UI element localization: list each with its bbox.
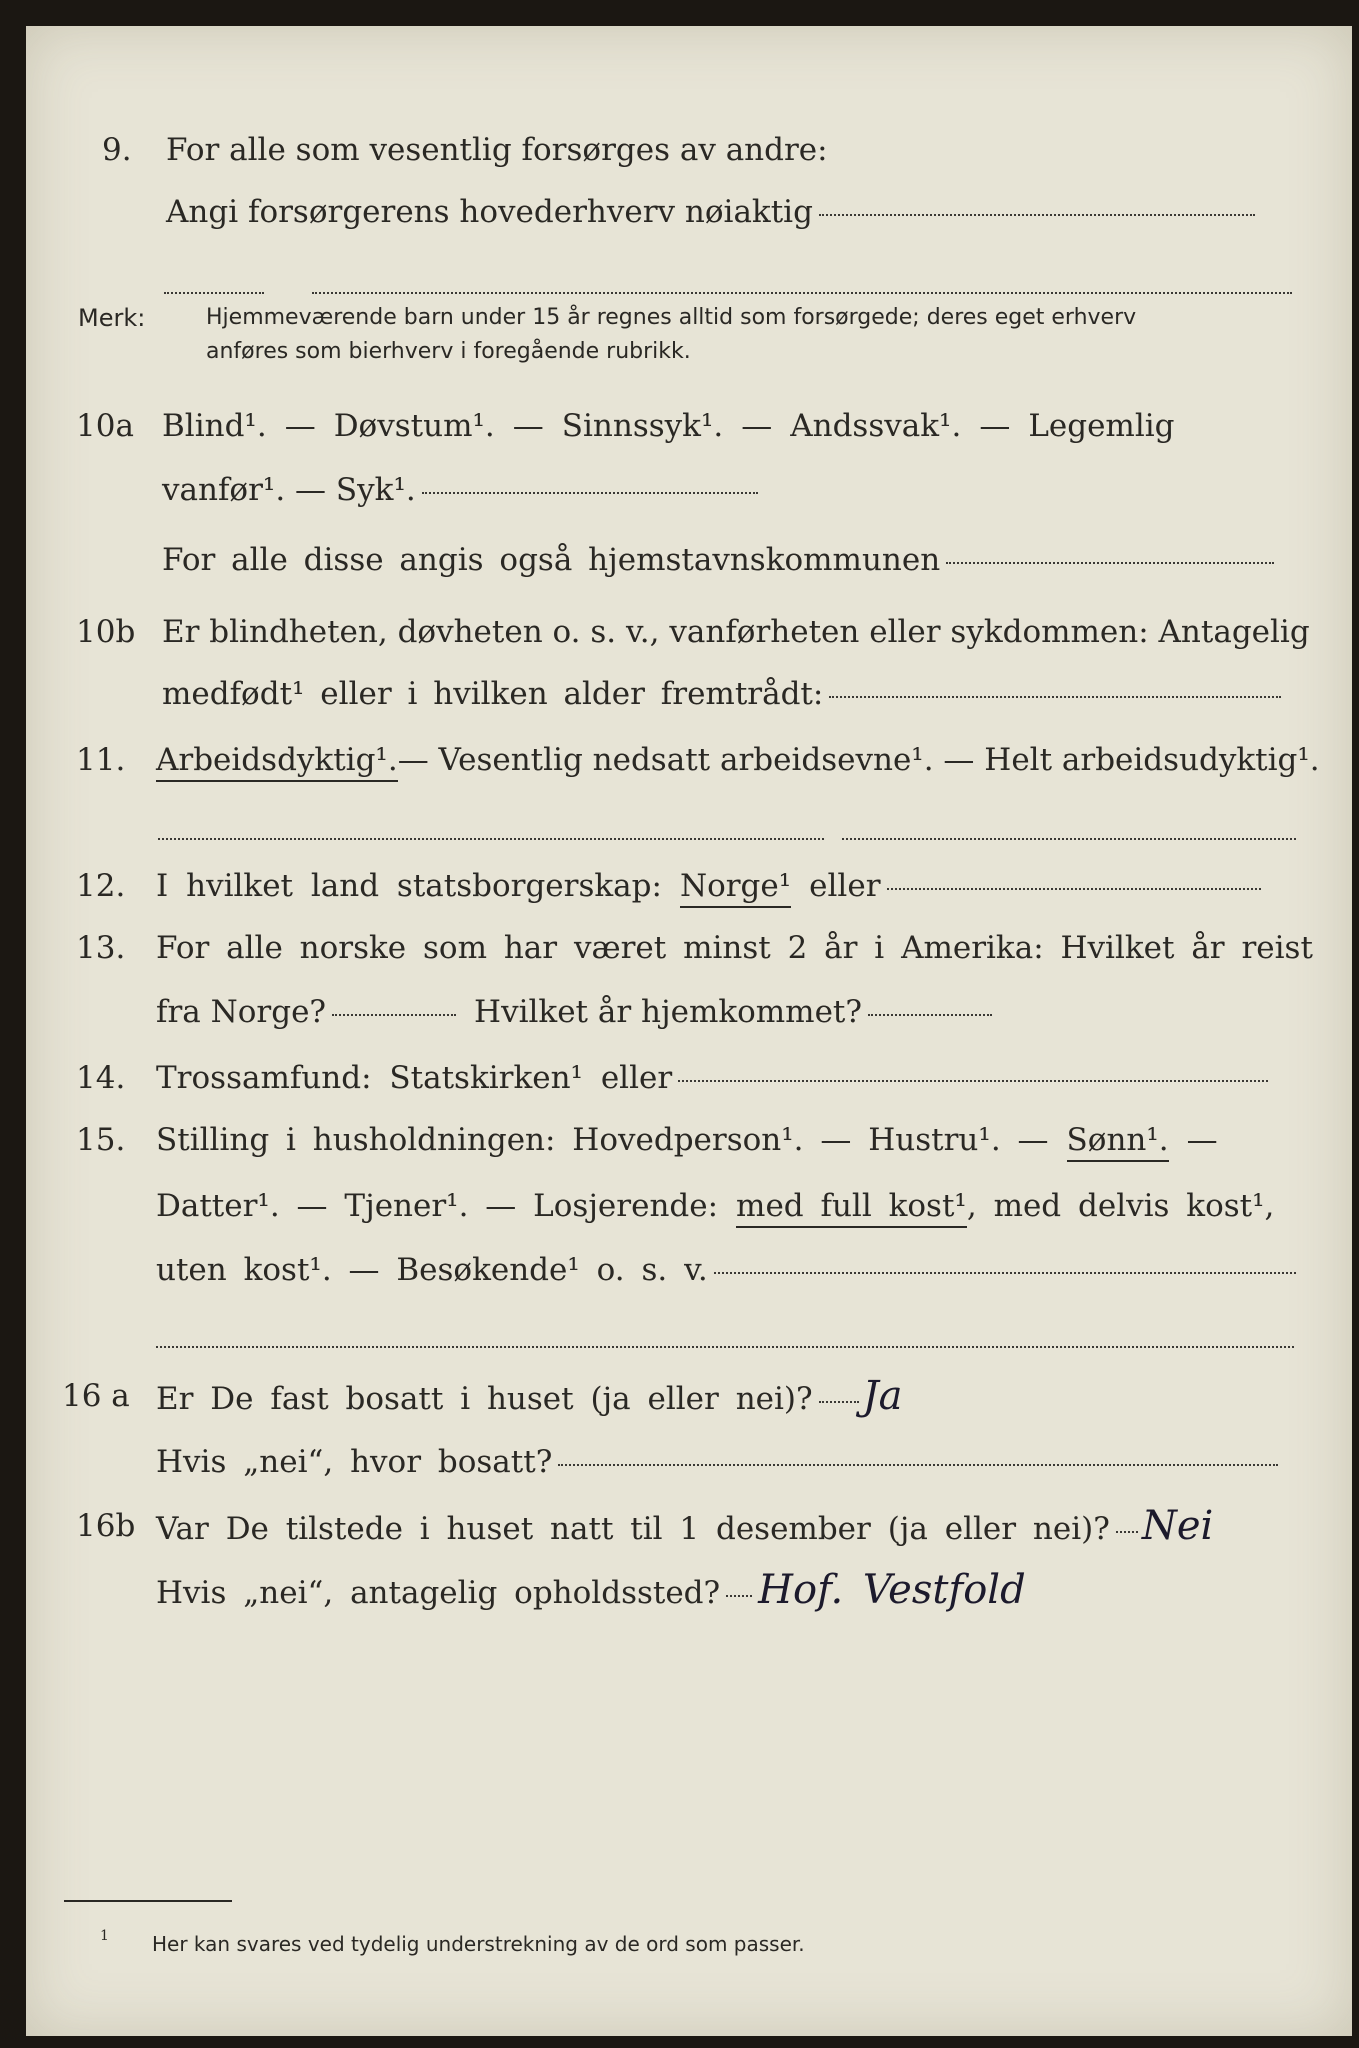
q15-number: 15. [76, 1122, 126, 1158]
q12-line [156, 866, 1261, 908]
q9-answer-field[interactable] [819, 213, 1255, 216]
q16a-question: Er De fast bosatt i huset (ja eller nei)? [156, 1381, 813, 1417]
q15-line2-text: Datter¹. — Tjener¹. — Losjerende: [156, 1188, 719, 1224]
q15-line1 [156, 1120, 1218, 1162]
q16a-followup-field[interactable] [558, 1463, 1278, 1466]
q16b-followup: Hvis „nei“, antagelig opholdssted? [156, 1575, 721, 1611]
q16b-handwritten-answer: Nei [1141, 1503, 1214, 1549]
q15-dash: — [1186, 1122, 1218, 1158]
q16a-handwritten-answer: Ja [862, 1373, 903, 1419]
q11-arbeidsdyktig-option[interactable]: Arbeidsdyktig¹. [156, 740, 398, 782]
q10a-line2 [162, 470, 758, 510]
q13-line2 [156, 992, 992, 1032]
q10a-legemlig: Legemlig [1028, 408, 1175, 444]
q16a-line2 [156, 1442, 1278, 1482]
q11-number: 11. [76, 742, 126, 778]
q9-number: 9. [102, 132, 132, 168]
q10a-answer-field[interactable] [422, 491, 758, 494]
q9-line2 [166, 192, 1255, 232]
q12-text: I hvilket land statsborgerskap: [156, 868, 662, 904]
q13-number: 13. [76, 930, 126, 966]
q16b-line2 [156, 1567, 1026, 1613]
q10b-line1: Er blindheten, døvheten o. s. v., vanførheten eller sykdommen: Antagelig [162, 614, 1310, 650]
q15-line3 [156, 1250, 1296, 1290]
q9-extra-rule-long [312, 292, 1292, 294]
q13-hjemkommet-label: Hvilket år hjemkommet? [474, 994, 863, 1030]
q16b-number: 16b [76, 1508, 136, 1544]
q14-text: Trossamfund: Statskirken¹ eller [156, 1060, 673, 1096]
q13-reist-label: fra Norge? [156, 994, 327, 1030]
q12-norge-option[interactable]: Norge¹ [680, 866, 791, 908]
q10a-blind: Blind¹. [162, 408, 267, 444]
q11-rule-b [842, 838, 1296, 840]
q14-line [156, 1058, 1268, 1098]
q16b-followup-field[interactable] [726, 1594, 752, 1597]
q12-eller: eller [809, 868, 881, 904]
q9-line2-text: Angi forsørgerens hovederhverv nøiaktig [166, 194, 813, 230]
q15-line2 [156, 1186, 1274, 1228]
q15-sonn-option[interactable]: Sønn¹. [1067, 1120, 1169, 1162]
q13-line1: For alle norske som har været minst 2 år i Amerika: Hvilket år reist [156, 930, 1313, 966]
merk-line1: Hjemmeværende barn under 15 år regnes alltid som forsørgede; deres eget erhverv [206, 305, 1137, 330]
q10b-answer-field[interactable] [829, 695, 1281, 698]
census-form-page [26, 26, 1352, 2036]
merk-line2: anføres som bierhverv i foregående rubrikk. [206, 339, 691, 364]
q15-line2-rest: , med delvis kost¹, [966, 1188, 1275, 1224]
q15-med-full-kost-option[interactable]: med full kost¹ [736, 1186, 967, 1228]
q10b-line2 [162, 674, 1281, 714]
q10a-sep: — [979, 408, 1011, 444]
q14-number: 14. [76, 1060, 126, 1096]
q16a-number: 16 a [62, 1378, 130, 1414]
q10a-dovstum: Døvstum¹. [333, 408, 495, 444]
q10a-line2-text: vanfør¹. — Syk¹. [162, 472, 416, 508]
q10b-number: 10b [76, 614, 136, 650]
q10a-number: 10a [76, 408, 134, 444]
q13-hjemkommet-field[interactable] [868, 1013, 992, 1016]
q10a-line1 [162, 406, 1175, 446]
q16a-answer-field[interactable] [819, 1400, 859, 1403]
q12-number: 12. [76, 868, 126, 904]
q16a-line1 [156, 1373, 903, 1419]
q10a-sep: — [512, 408, 544, 444]
q16a-followup: Hvis „nei“, hvor bosatt? [156, 1444, 553, 1480]
q9-line1: For alle som vesentlig forsørges av andre: [166, 132, 828, 168]
q16b-handwritten-followup-answer: Hof. Vestfold [758, 1567, 1026, 1613]
footnote-text: Her kan svares ved tydelig understrekning av de ord som passer. [152, 1932, 805, 1956]
q15-rule [156, 1346, 1294, 1348]
q10a-sep: — [741, 408, 773, 444]
q15-answer-field[interactable] [714, 1271, 1296, 1274]
footnote-mark: 1 [100, 1928, 109, 1944]
q16b-question: Var De tilstede i huset natt til 1 desember (ja eller nei)? [156, 1511, 1110, 1547]
q16b-line1 [156, 1503, 1214, 1549]
q10a-line3 [162, 540, 1274, 580]
footnote-rule [64, 1900, 232, 1902]
q9-extra-rule-short [164, 292, 264, 294]
q16b-answer-field[interactable] [1116, 1530, 1138, 1533]
q10a-andssvak: Andssvak¹. [790, 408, 962, 444]
q10a-line3-text: For alle disse angis også hjemstavnskommunen [162, 542, 941, 578]
q10b-line2-text: medfødt¹ eller i hvilken alder fremtrådt: [162, 676, 824, 712]
merk-label: Merk: [78, 304, 146, 332]
q12-answer-field[interactable] [887, 887, 1261, 890]
q11-line1 [156, 740, 1320, 782]
q15-line3-text: uten kost¹. — Besøkende¹ o. s. v. [156, 1252, 708, 1288]
q10a-sinnssyk: Sinnssyk¹. [561, 408, 724, 444]
q11-rule-a [158, 838, 824, 840]
q11-rest: — Vesentlig nedsatt arbeidsevne¹. — Helt arbeidsudyktig¹. [397, 742, 1320, 778]
q14-answer-field[interactable] [678, 1079, 1268, 1082]
q15-line1-text: Stilling i husholdningen: Hovedperson¹. — Hustru¹. — [156, 1122, 1049, 1158]
q10a-sep: — [284, 408, 316, 444]
q10a-hjemstavn-field[interactable] [946, 561, 1274, 564]
q13-reist-field[interactable] [332, 1013, 456, 1016]
